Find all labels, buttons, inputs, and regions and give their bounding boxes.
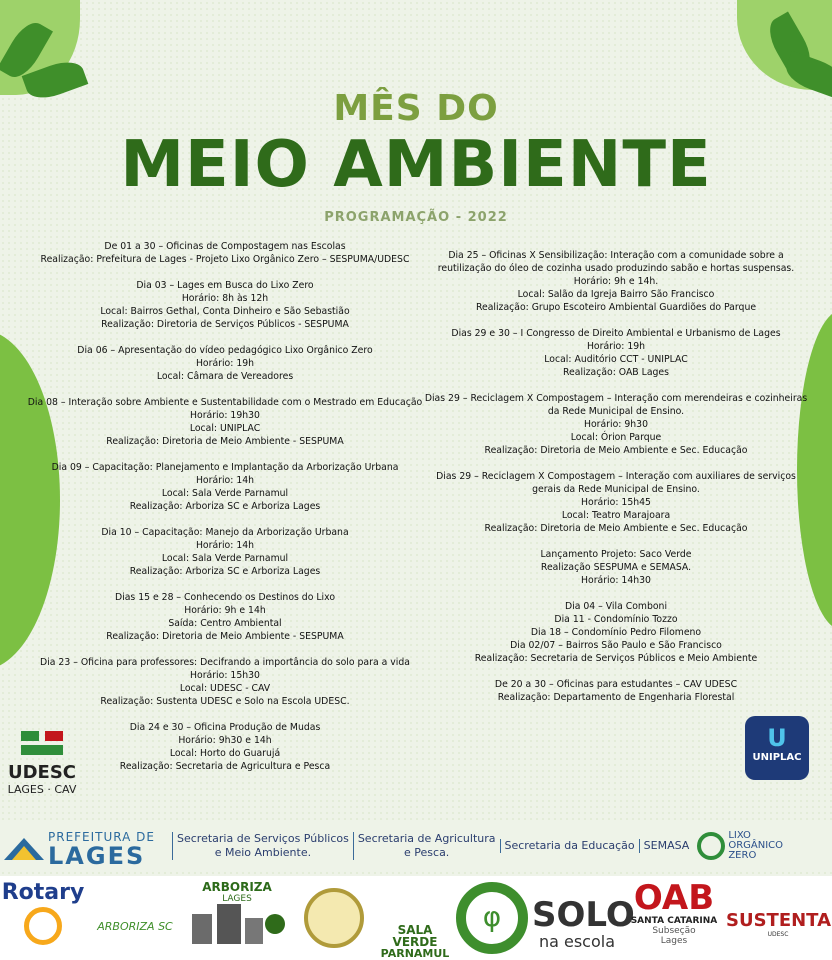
lixo-line3: ZERO (728, 850, 757, 861)
lixo-line1: LIXO (728, 830, 751, 841)
solo-line2: na escola (538, 932, 616, 951)
udesc-mark-icon (19, 729, 65, 759)
lixo-line2: ORGÂNICO (728, 840, 784, 851)
schedule-left-column (22, 240, 428, 786)
schedule-event (424, 548, 808, 587)
event-detail: Dia 18 – Condomínio Pedro Filomeno (530, 627, 702, 638)
schedule-event (22, 461, 428, 513)
sec-servicos-line1: Secretaria de Serviços Públicos (177, 832, 349, 845)
sponsors-strip (0, 876, 832, 960)
gear-logo (456, 880, 528, 958)
sec-educacao (500, 839, 639, 853)
arboriza-sc-name: ARBORIZA SC (97, 920, 173, 933)
event-detail: Horário: 8h às 12h (181, 293, 269, 304)
event-title: Lançamento Projeto: Saco Verde (540, 549, 692, 560)
sustenta-udesc-logo (726, 880, 830, 958)
rotary-wheel-icon (24, 907, 62, 945)
schedule-event (424, 327, 808, 379)
event-title: Dia 25 – Oficinas X Sensibilização: Interação com a comunidade sobre a reutilização do óleo de cozinha usado produzindo sabão e hortas suspensas. (437, 250, 795, 274)
event-detail: Saída: Centro Ambiental (168, 618, 282, 629)
oab-logo (626, 880, 722, 958)
schedule-right-column (424, 249, 808, 717)
sala-verde-line1: SALA VERDE (392, 923, 438, 949)
schedule-event (424, 678, 808, 704)
event-title: Dia 10 – Capacitação: Manejo da Arborização Urbana (101, 527, 349, 538)
solo-line1: SOLO (532, 895, 635, 935)
schedule-event (424, 392, 808, 457)
udesc-logo (3, 729, 81, 799)
sustenta-sub: UDESC (767, 931, 789, 938)
sec-agricultura-line1: Secretaria de Agricultura (357, 832, 496, 845)
event-detail: Realização: Diretoria de Meio Ambiente e Sec. Educação (484, 523, 748, 534)
schedule-event (22, 526, 428, 578)
event-title: Dia 09 – Capacitação: Planejamento e Implantação da Arborização Urbana (51, 462, 399, 473)
sec-educacao-line: Secretaria da Educação (504, 839, 635, 852)
udesc-name: UDESC (7, 762, 77, 783)
oab-state: SANTA CATARINA (630, 916, 718, 926)
event-title: De 20 a 30 – Oficinas para estudantes – CAV UDESC (494, 679, 738, 690)
solo-na-escola-logo (532, 880, 635, 958)
event-detail: Local: Horto do Guarujá (169, 748, 281, 759)
event-title: Dia 08 – Interação sobre Ambiente e Sustentabilidade com o Mestrado em Educação (27, 397, 423, 408)
event-title: Dia 23 – Oficina para professores: Decifrando a importância do solo para a vida (40, 657, 410, 668)
lixo-organico-zero-logo (697, 831, 783, 861)
schedule-event (22, 656, 428, 708)
prefeitura-label: PREFEITURA DE (48, 830, 155, 844)
oab-city: Lages (660, 936, 688, 946)
arboriza-lages-logo (184, 880, 290, 958)
city-skyline-icon (187, 904, 287, 944)
event-detail: Realização: Departamento de Engenharia Florestal (497, 692, 735, 703)
event-detail: Horário: 19h30 (190, 410, 260, 421)
event-detail: Realização: Diretoria de Serviços Públicos - SESPUMA (101, 319, 349, 330)
event-detail: Horário: 14h30 (581, 575, 651, 586)
prefeitura-city: LAGES (48, 842, 146, 870)
event-detail: Horário: 19h (195, 358, 255, 369)
event-detail: Realização: Grupo Escoteiro Ambiental Guardiões do Parque (475, 302, 757, 313)
page-title: MEIO AMBIENTE (120, 128, 712, 202)
scout-emblem-icon (304, 888, 364, 948)
sustenta-name: SUSTENTA (726, 910, 831, 931)
sec-servicos-line2: e Meio Ambiente. (214, 846, 312, 859)
event-detail: Horário: 19h (586, 341, 646, 352)
semasa (639, 839, 694, 853)
schedule-event (424, 470, 808, 535)
arboriza-lages-line2: LAGES (222, 894, 252, 904)
event-detail: Dia 11 - Condomínio Tozzo (554, 614, 678, 625)
schedule-event (22, 344, 428, 383)
schedule-event (22, 721, 428, 773)
event-detail: Local: Salão da Igreja Bairro São Francisco (517, 289, 715, 300)
rotary-name: Rotary (1, 880, 85, 905)
event-detail: Realização SESPUMA e SEMASA. (540, 562, 692, 573)
event-title: Dia 03 – Lages em Busca do Lixo Zero (136, 280, 314, 291)
sala-verde-line2: PARNAMUL (380, 947, 450, 960)
event-title: Dias 29 – Reciclagem X Compostagem – Interação com merendeiras e cozinheiras da Rede Municipal de Ensino. (424, 393, 808, 417)
schedule-event (424, 600, 808, 665)
event-detail: Realização: Secretaria de Serviços Públicos e Meio Ambiente (474, 653, 758, 664)
event-detail: Realização: Secretaria de Agricultura e Pesca (119, 761, 331, 772)
event-title: Dia 06 – Apresentação do vídeo pedagógico Lixo Orgânico Zero (77, 345, 373, 356)
event-detail: Local: Bairros Gethal, Conta Dinheiro e São Sebastião (100, 306, 350, 317)
uniplac-name: UNIPLAC (752, 752, 802, 763)
institutions-band (0, 820, 832, 872)
schedule-event (424, 249, 808, 314)
recycle-ring-icon (697, 832, 725, 860)
event-title: Dias 29 e 30 – I Congresso de Direito Ambiental e Urbanismo de Lages (451, 328, 781, 339)
arboriza-lages-line1: ARBORIZA (202, 880, 272, 894)
event-title: De 01 a 30 – Oficinas de Compostagem nas Escolas (104, 241, 346, 252)
event-detail: Realização: Diretoria de Meio Ambiente - SESPUMA (106, 631, 344, 642)
udesc-campus: LAGES · CAV (7, 783, 77, 796)
event-detail: Realização: Arboriza SC e Arboriza Lages (129, 566, 321, 577)
event-title: Dia 04 – Vila Comboni (564, 601, 668, 612)
event-detail: Horário: 9h30 (583, 419, 649, 430)
uniplac-u-icon: U (767, 724, 787, 752)
event-detail: Realização: Prefeitura de Lages - Projeto Lixo Orgânico Zero – SESPUMA/UDESC (40, 254, 410, 265)
uniplac-logo (745, 716, 809, 780)
oab-subsecao: Subseção (652, 926, 696, 936)
event-detail: Realização: Sustenta UDESC e Solo na Escola UDESC. (100, 696, 350, 707)
event-detail: Realização: Diretoria de Meio Ambiente e Sec. Educação (484, 445, 748, 456)
schedule-event (22, 591, 428, 643)
gear-icon (456, 882, 528, 954)
rotary-logo (0, 880, 86, 958)
event-detail: Local: UDESC - CAV (179, 683, 271, 694)
event-title: Dias 15 e 28 – Conhecendo os Destinos do Lixo (114, 592, 336, 603)
schedule-event (22, 279, 428, 331)
sala-verde-logo (378, 880, 452, 958)
event-detail: Horário: 14h (195, 475, 255, 486)
sec-servicos (172, 832, 353, 860)
event-detail: Local: Câmara de Vereadores (156, 371, 294, 382)
event-detail: Horário: 9h30 e 14h (178, 735, 272, 746)
prefeitura-logo (0, 820, 172, 872)
event-detail: Dia 02/07 – Bairros São Paulo e São Francisco (510, 640, 722, 651)
event-detail: Local: Órion Parque (570, 432, 662, 443)
event-detail: Realização: Diretoria de Meio Ambiente - SESPUMA (106, 436, 344, 447)
flag-icon (4, 838, 44, 860)
event-detail: Horário: 14h (195, 540, 255, 551)
event-title: Dia 24 e 30 – Oficina Produção de Mudas (129, 722, 321, 733)
title-line-1: MÊS DO (333, 88, 499, 129)
schedule-event (22, 396, 428, 448)
event-detail: Horário: 15h45 (581, 497, 651, 508)
event-detail: Horário: 9h e 14h (184, 605, 266, 616)
schedule-event (22, 240, 428, 266)
event-detail: Horário: 9h e 14h. (573, 276, 659, 287)
semasa-label: SEMASA (643, 839, 690, 852)
event-detail: Local: Sala Verde Parnamul (161, 553, 289, 564)
sec-agricultura-line2: e Pesca. (404, 846, 450, 859)
event-detail: Realização: OAB Lages (563, 367, 669, 378)
event-detail: Local: Auditório CCT - UNIPLAC (544, 354, 688, 365)
subtitle: PROGRAMAÇÃO - 2022 (324, 210, 508, 225)
event-detail: Realização: Arboriza SC e Arboriza Lages (129, 501, 321, 512)
sec-agricultura (353, 832, 500, 860)
event-detail: Local: Teatro Marajoara (561, 510, 671, 521)
oab-name: OAB (633, 878, 715, 918)
event-detail: Local: UNIPLAC (189, 423, 261, 434)
arboriza-sc-logo (90, 880, 180, 958)
event-title: Dias 29 – Reciclagem X Compostagem – Interação com auxiliares de serviços gerais da Rede Municipal de Ensino. (436, 471, 796, 495)
event-detail: Local: Sala Verde Parnamul (161, 488, 289, 499)
event-detail: Horário: 15h30 (190, 670, 260, 681)
guardioes-do-parque-logo (294, 880, 374, 958)
